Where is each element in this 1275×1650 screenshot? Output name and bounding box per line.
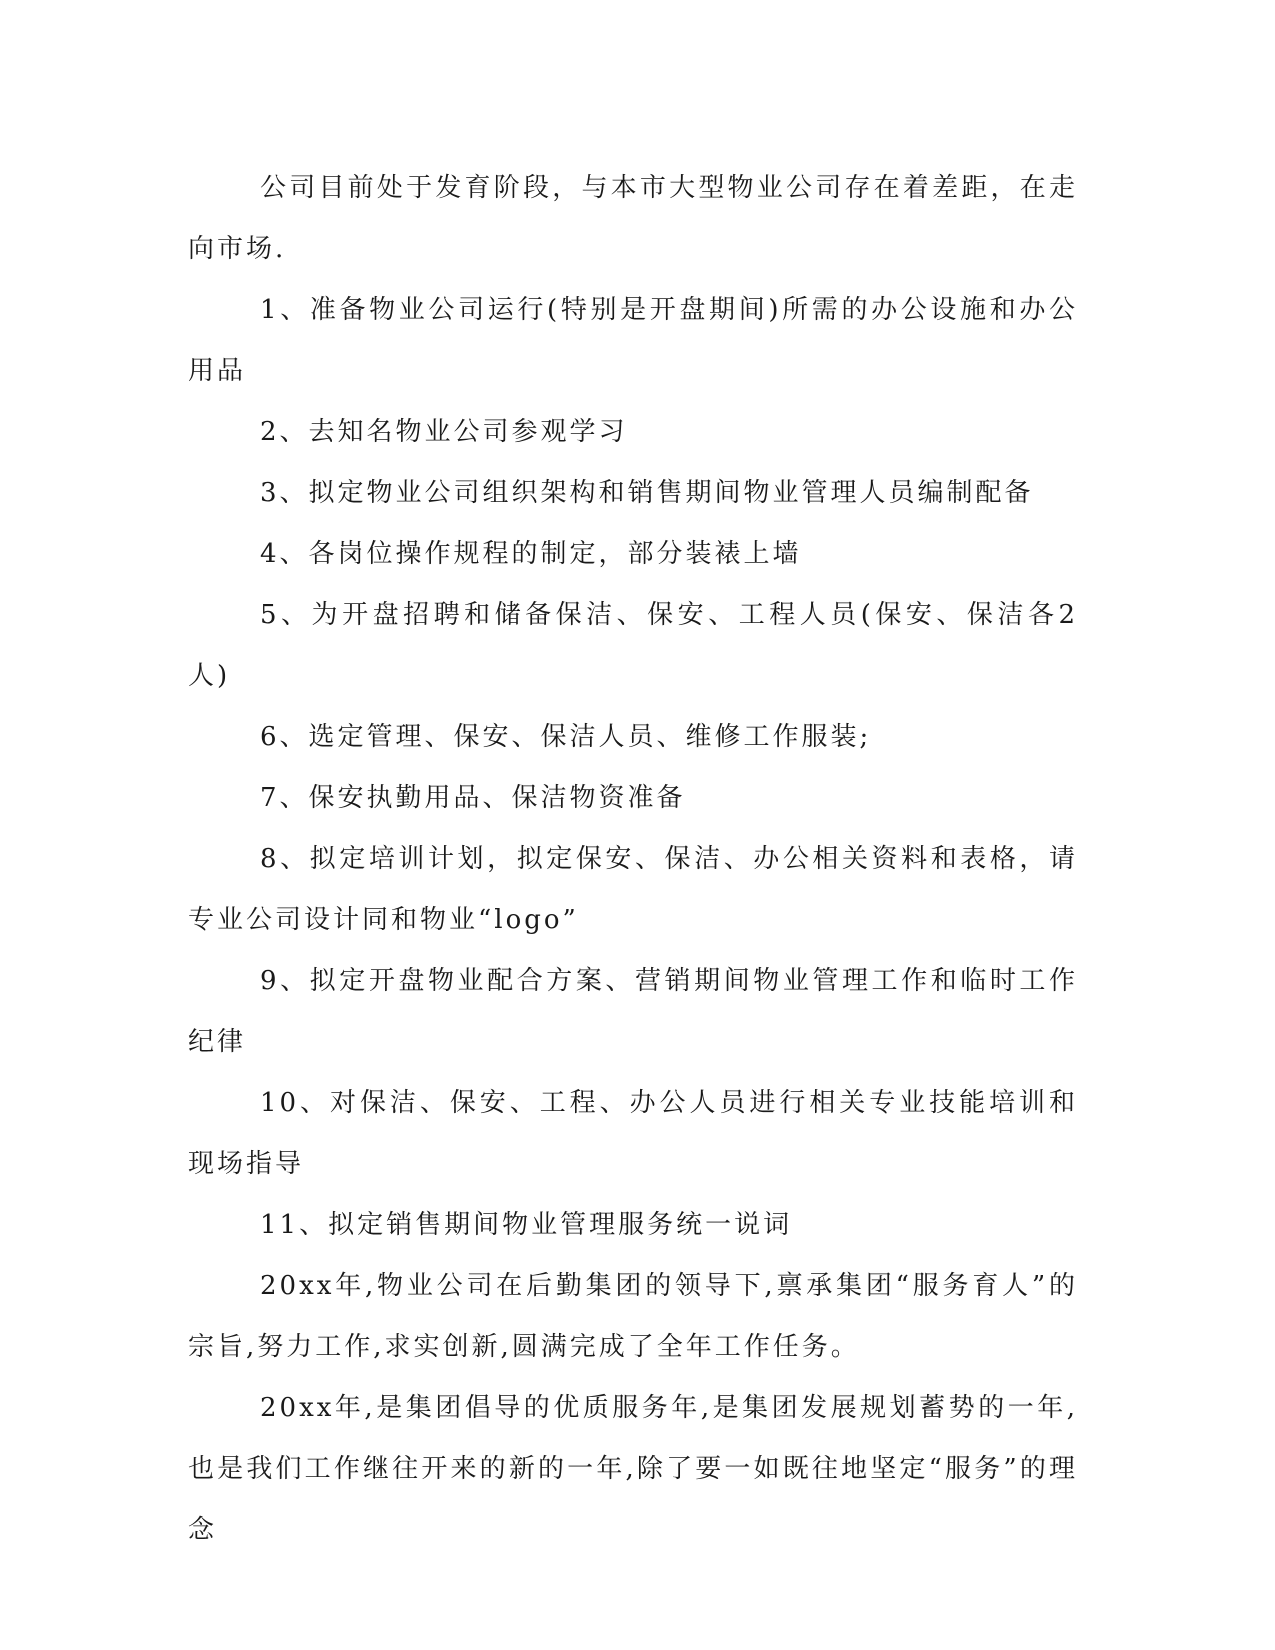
paragraph-outlook: 20xx年,是集团倡导的优质服务年,是集团发展规划蓄势的一年,也是我们工作继往开来的新的一年,除了要一如既往地坚定“服务”的理念 <box>188 1393 1078 1545</box>
list-item-2: 2、去知名物业公司参观学习 <box>260 417 628 447</box>
list-item-9: 9、拟定开盘物业配合方案、营销期间物业管理工作和临时工作纪律 <box>188 966 1078 1057</box>
list-item-10: 10、对保洁、保安、工程、办公人员进行相关专业技能培训和现场指导 <box>188 1088 1078 1179</box>
list-item-7: 7、保安执勤用品、保洁物资准备 <box>260 783 686 813</box>
list-item-11: 11、拟定销售期间物业管理服务统一说词 <box>260 1210 793 1240</box>
list-item-6: 6、选定管理、保安、保洁人员、维修工作服装; <box>260 722 872 752</box>
list-item-4: 4、各岗位操作规程的制定，部分装裱上墙 <box>260 539 802 569</box>
list-item-1: 1、准备物业公司运行(特别是开盘期间)所需的办公设施和办公用品 <box>188 295 1078 386</box>
document-body <box>188 158 1078 1561</box>
paragraph-summary: 20xx年,物业公司在后勤集团的领导下,禀承集团“服务育人”的宗旨,努力工作,求实创新,圆满完成了全年工作任务。 <box>188 1271 1078 1362</box>
list-item-5: 5、为开盘招聘和储备保洁、保安、工程人员(保安、保洁各2人) <box>188 600 1078 691</box>
list-item-8: 8、拟定培训计划，拟定保安、保洁、办公相关资料和表格，请专业公司设计同和物业“logo” <box>188 844 1078 935</box>
list-item-3: 3、拟定物业公司组织架构和销售期间物业管理人员编制配备 <box>260 478 1034 508</box>
paragraph-intro: 公司目前处于发育阶段，与本市大型物业公司存在着差距，在走向市场. <box>188 173 1078 264</box>
